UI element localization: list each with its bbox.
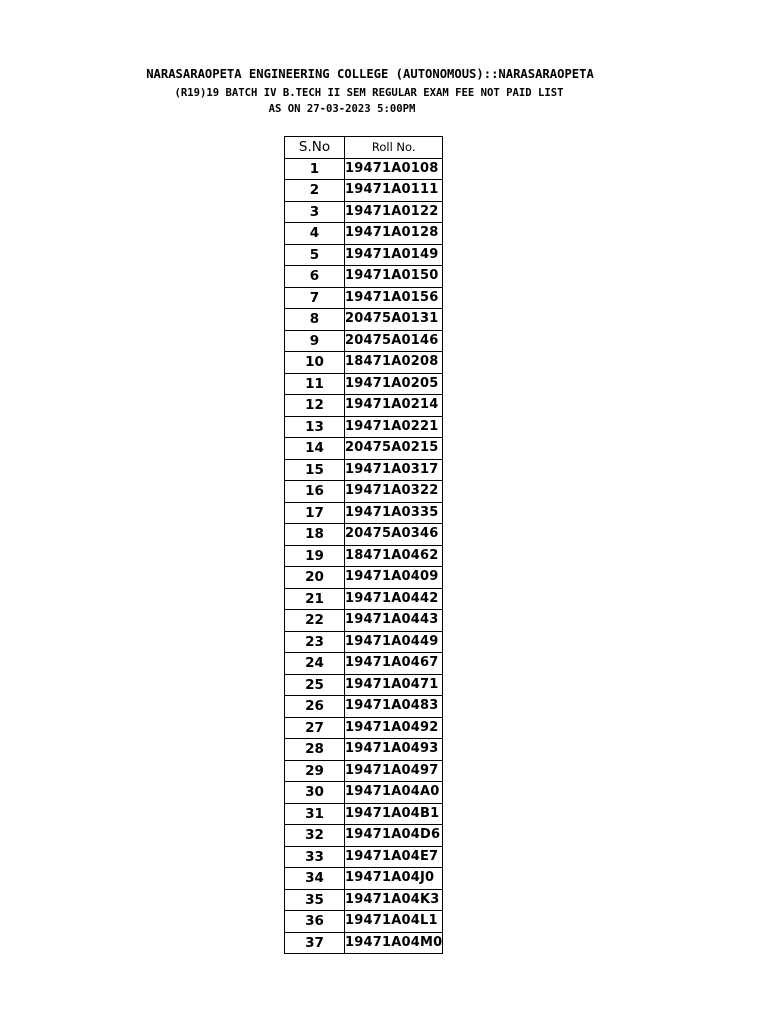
roll-number-cell: 19471A0471 bbox=[345, 674, 443, 696]
table-row bbox=[285, 223, 443, 245]
table-row bbox=[285, 309, 443, 331]
roll-number-cell: 19471A0449 bbox=[345, 631, 443, 653]
table-row bbox=[285, 395, 443, 417]
table-row bbox=[285, 696, 443, 718]
table-row bbox=[285, 373, 443, 395]
table-row bbox=[285, 459, 443, 481]
serial-number-cell: 16 bbox=[285, 481, 345, 503]
fee-not-paid-table bbox=[284, 136, 443, 954]
roll-number-cell: 19471A04E7 bbox=[345, 846, 443, 868]
roll-number-cell: 19471A0409 bbox=[345, 567, 443, 589]
as-on-date: AS ON 27-03-2023 5:00PM bbox=[268, 103, 416, 115]
table-row bbox=[285, 567, 443, 589]
table-row bbox=[285, 287, 443, 309]
roll-number-cell: 19471A0443 bbox=[345, 610, 443, 632]
table-row bbox=[285, 502, 443, 524]
roll-no-column-header: Roll No. bbox=[345, 137, 443, 159]
table-row bbox=[285, 674, 443, 696]
serial-number-cell: 33 bbox=[285, 846, 345, 868]
roll-number-cell: 18471A0462 bbox=[345, 545, 443, 567]
roll-number-cell: 19471A04B1 bbox=[345, 803, 443, 825]
serial-number-cell: 34 bbox=[285, 868, 345, 890]
serial-number-cell: 27 bbox=[285, 717, 345, 739]
roll-number-cell: 19471A0128 bbox=[345, 223, 443, 245]
table-row bbox=[285, 158, 443, 180]
roll-number-cell: 19471A0122 bbox=[345, 201, 443, 223]
sno-column-header: S.No bbox=[285, 137, 345, 159]
roll-number-cell: 19471A0156 bbox=[345, 287, 443, 309]
roll-number-cell: 19471A0322 bbox=[345, 481, 443, 503]
table-row bbox=[285, 631, 443, 653]
roll-number-cell: 19471A04J0 bbox=[345, 868, 443, 890]
roll-number-cell: 19471A0214 bbox=[345, 395, 443, 417]
serial-number-cell: 5 bbox=[285, 244, 345, 266]
table-row bbox=[285, 330, 443, 352]
serial-number-cell: 21 bbox=[285, 588, 345, 610]
table-row bbox=[285, 588, 443, 610]
table-row bbox=[285, 846, 443, 868]
roll-number-cell: 19471A0205 bbox=[345, 373, 443, 395]
table-row bbox=[285, 717, 443, 739]
table-row bbox=[285, 868, 443, 890]
roll-number-cell: 19471A0467 bbox=[345, 653, 443, 675]
table-header-row bbox=[285, 137, 443, 159]
serial-number-cell: 28 bbox=[285, 739, 345, 761]
roll-number-cell: 19471A0492 bbox=[345, 717, 443, 739]
table-row bbox=[285, 438, 443, 460]
serial-number-cell: 36 bbox=[285, 911, 345, 933]
table-body bbox=[285, 158, 443, 954]
serial-number-cell: 7 bbox=[285, 287, 345, 309]
table-row bbox=[285, 760, 443, 782]
roll-number-cell: 19471A0111 bbox=[345, 180, 443, 202]
serial-number-cell: 3 bbox=[285, 201, 345, 223]
roll-number-cell: 19471A0150 bbox=[345, 266, 443, 288]
roll-number-cell: 20475A0146 bbox=[345, 330, 443, 352]
serial-number-cell: 35 bbox=[285, 889, 345, 911]
table-row bbox=[285, 180, 443, 202]
roll-number-cell: 19471A0497 bbox=[345, 760, 443, 782]
serial-number-cell: 10 bbox=[285, 352, 345, 374]
table-row bbox=[285, 244, 443, 266]
serial-number-cell: 32 bbox=[285, 825, 345, 847]
table-row bbox=[285, 481, 443, 503]
roll-number-cell: 19471A0493 bbox=[345, 739, 443, 761]
table-row bbox=[285, 653, 443, 675]
roll-number-cell: 19471A0108 bbox=[345, 158, 443, 180]
serial-number-cell: 11 bbox=[285, 373, 345, 395]
serial-number-cell: 18 bbox=[285, 524, 345, 546]
roll-number-cell: 19471A0317 bbox=[345, 459, 443, 481]
serial-number-cell: 2 bbox=[285, 180, 345, 202]
serial-number-cell: 26 bbox=[285, 696, 345, 718]
roll-number-cell: 19471A0442 bbox=[345, 588, 443, 610]
serial-number-cell: 20 bbox=[285, 567, 345, 589]
roll-number-cell: 19471A04A0 bbox=[345, 782, 443, 804]
table-row bbox=[285, 739, 443, 761]
roll-number-cell: 19471A0483 bbox=[345, 696, 443, 718]
table-row bbox=[285, 782, 443, 804]
table-row bbox=[285, 524, 443, 546]
serial-number-cell: 14 bbox=[285, 438, 345, 460]
serial-number-cell: 24 bbox=[285, 653, 345, 675]
document-subtitle: (R19)19 BATCH IV B.TECH II SEM REGULAR EXAM FEE NOT PAID LIST bbox=[174, 87, 564, 99]
roll-number-cell: 20475A0131 bbox=[345, 309, 443, 331]
table-row bbox=[285, 545, 443, 567]
serial-number-cell: 15 bbox=[285, 459, 345, 481]
serial-number-cell: 9 bbox=[285, 330, 345, 352]
table-row bbox=[285, 416, 443, 438]
roll-number-cell: 18471A0208 bbox=[345, 352, 443, 374]
table-row bbox=[285, 825, 443, 847]
roll-number-cell: 19471A04D6 bbox=[345, 825, 443, 847]
serial-number-cell: 19 bbox=[285, 545, 345, 567]
table-row bbox=[285, 911, 443, 933]
serial-number-cell: 4 bbox=[285, 223, 345, 245]
table-row bbox=[285, 266, 443, 288]
roll-number-cell: 19471A0149 bbox=[345, 244, 443, 266]
serial-number-cell: 25 bbox=[285, 674, 345, 696]
roll-number-cell: 20475A0346 bbox=[345, 524, 443, 546]
serial-number-cell: 30 bbox=[285, 782, 345, 804]
roll-number-cell: 19471A0335 bbox=[345, 502, 443, 524]
serial-number-cell: 17 bbox=[285, 502, 345, 524]
table-row bbox=[285, 803, 443, 825]
serial-number-cell: 29 bbox=[285, 760, 345, 782]
table-row bbox=[285, 201, 443, 223]
table-row bbox=[285, 932, 443, 954]
serial-number-cell: 23 bbox=[285, 631, 345, 653]
roll-number-cell: 19471A04M0 bbox=[345, 932, 443, 954]
roll-number-cell: 20475A0215 bbox=[345, 438, 443, 460]
roll-number-cell: 19471A04K3 bbox=[345, 889, 443, 911]
roll-number-cell: 19471A04L1 bbox=[345, 911, 443, 933]
roll-number-cell: 19471A0221 bbox=[345, 416, 443, 438]
serial-number-cell: 31 bbox=[285, 803, 345, 825]
document-title: NARASARAOPETA ENGINEERING COLLEGE (AUTONOMOUS)::NARASARAOPETA bbox=[146, 67, 594, 81]
serial-number-cell: 8 bbox=[285, 309, 345, 331]
serial-number-cell: 13 bbox=[285, 416, 345, 438]
serial-number-cell: 1 bbox=[285, 158, 345, 180]
serial-number-cell: 37 bbox=[285, 932, 345, 954]
serial-number-cell: 6 bbox=[285, 266, 345, 288]
serial-number-cell: 22 bbox=[285, 610, 345, 632]
table-row bbox=[285, 352, 443, 374]
table-row bbox=[285, 610, 443, 632]
table-row bbox=[285, 889, 443, 911]
serial-number-cell: 12 bbox=[285, 395, 345, 417]
